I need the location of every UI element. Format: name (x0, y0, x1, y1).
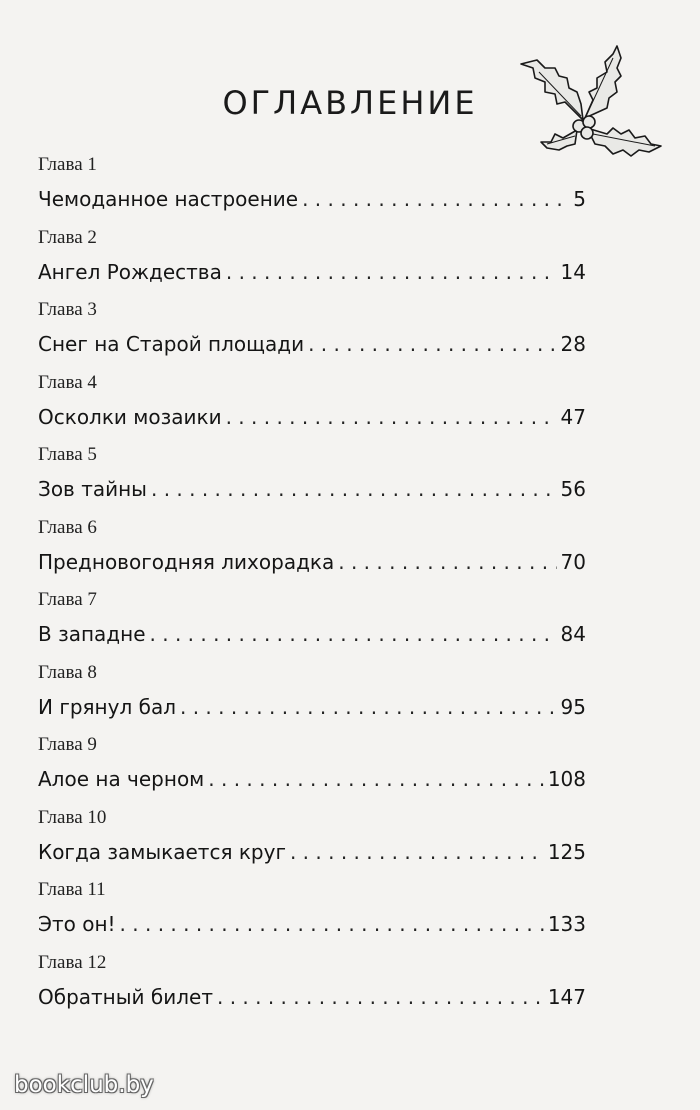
toc-entry[interactable] (38, 372, 586, 445)
page-number: 125 (547, 839, 586, 864)
dot-leader (302, 186, 569, 212)
chapter-title: Ангел Рождества (38, 259, 222, 284)
chapter-title: Чемоданное настроение (38, 187, 299, 211)
page-number: 84 (560, 622, 586, 646)
dot-leader (308, 331, 556, 357)
page-number: 95 (560, 694, 586, 719)
dot-leader (290, 839, 544, 865)
chapter-number: Глава 3 (38, 299, 97, 320)
chapter-title: Обратный билет (38, 984, 213, 1009)
page-title: ОГЛАВЛЕНИЕ (222, 84, 478, 122)
dot-leader (151, 476, 557, 502)
toc-entry[interactable] (38, 734, 586, 807)
chapter-number: Глава 7 (38, 589, 97, 610)
chapter-number: Глава 10 (38, 806, 107, 828)
chapter-number: Глава 1 (38, 154, 97, 175)
toc-entry[interactable] (38, 662, 586, 735)
page-number: 56 (560, 477, 586, 501)
chapter-number: Глава 2 (38, 226, 97, 248)
chapter-number: Глава 9 (38, 734, 97, 755)
toc-entry[interactable] (38, 879, 586, 952)
chapter-number: Глава 5 (38, 444, 97, 465)
chapter-title: Снег на Старой площади (38, 332, 305, 356)
dot-leader (226, 404, 557, 430)
chapter-title: И грянул бал (38, 694, 176, 719)
toc-entry[interactable] (38, 589, 586, 662)
page-number: 133 (547, 912, 586, 936)
chapter-title: Предновогодняя лихорадка (38, 549, 335, 574)
table-of-contents (38, 154, 586, 1024)
dot-leader (150, 621, 557, 647)
chapter-title: Когда замыкается круг (38, 839, 286, 864)
chapter-number: Глава 4 (38, 371, 97, 393)
page-number: 70 (560, 549, 586, 574)
chapter-number: Глава 12 (38, 951, 107, 973)
toc-entry[interactable] (38, 154, 586, 227)
page-number: 5 (573, 187, 586, 211)
site-watermark: bookclub.by (14, 1072, 154, 1098)
page-number: 147 (547, 984, 586, 1009)
dot-leader (120, 911, 544, 937)
page-number: 28 (560, 332, 586, 356)
chapter-title: Это он! (38, 912, 116, 936)
toc-entry[interactable] (38, 807, 586, 880)
toc-entry[interactable] (38, 299, 586, 372)
toc-entry[interactable] (38, 952, 586, 1025)
chapter-title: Алое на черном (38, 767, 205, 791)
toc-entry[interactable] (38, 227, 586, 300)
chapter-number: Глава 11 (38, 879, 106, 900)
dot-leader (226, 259, 557, 285)
chapter-title: Осколки мозаики (38, 404, 222, 429)
chapter-number: Глава 8 (38, 661, 97, 683)
dot-leader (338, 549, 556, 575)
dot-leader (180, 694, 557, 720)
page-number: 14 (560, 259, 586, 284)
holly-icon (505, 42, 665, 162)
dot-leader (217, 984, 544, 1010)
chapter-title: Зов тайны (38, 477, 147, 501)
dot-leader (208, 766, 544, 792)
toc-entry[interactable] (38, 517, 586, 590)
page-number: 108 (547, 767, 586, 791)
chapter-number: Глава 6 (38, 516, 97, 538)
chapter-title: В западне (38, 622, 146, 646)
page-number: 47 (560, 404, 586, 429)
toc-entry[interactable] (38, 444, 586, 517)
